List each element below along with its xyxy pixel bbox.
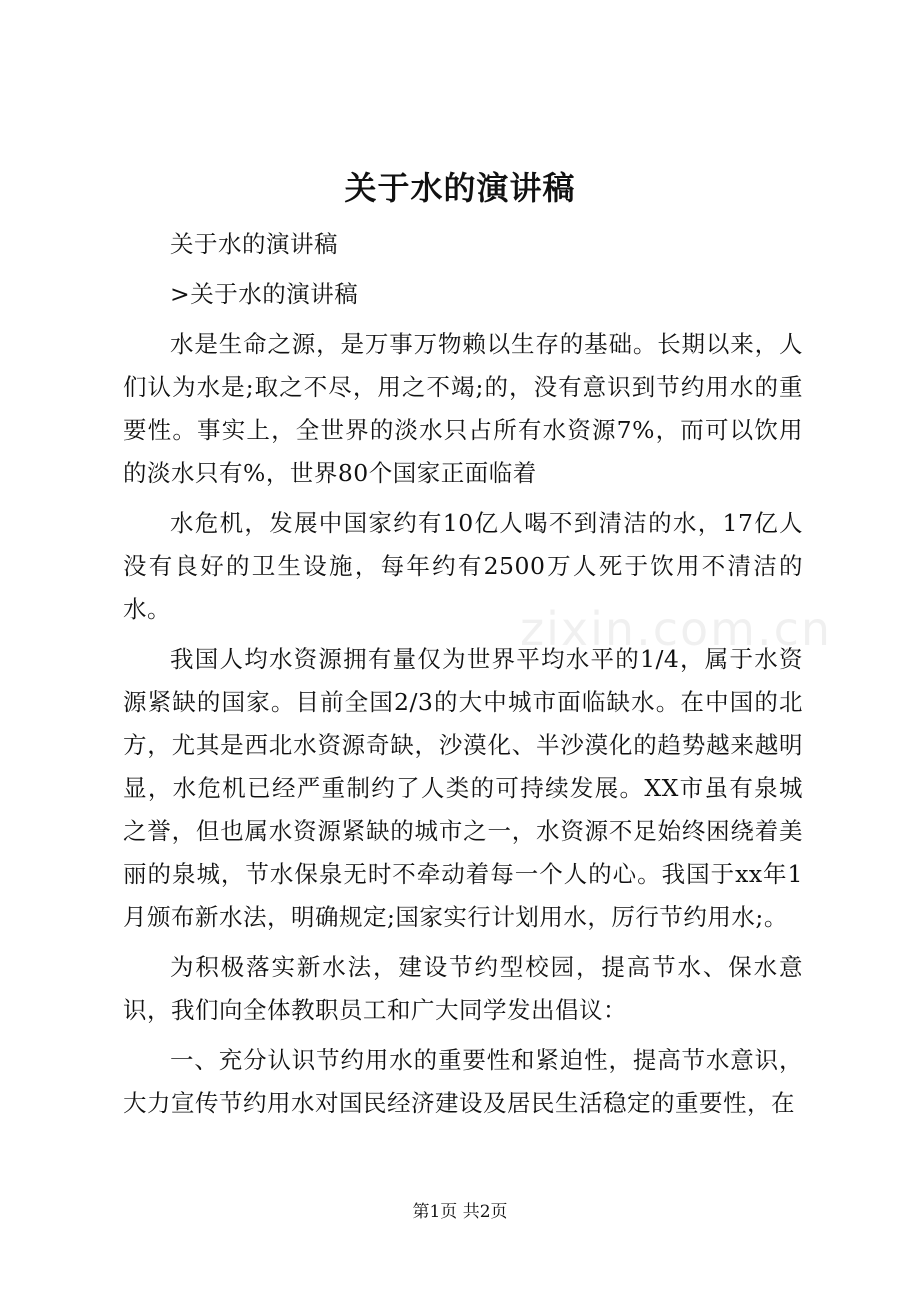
watermark: zixin.com.cn <box>520 602 833 656</box>
paragraph-subtitle-link: >关于水的演讲稿 <box>170 280 359 308</box>
paragraph: 我国人均水资源拥有量仅为世界平均水平的1/4，属于水资源紧缺的国家。目前全国2/3的大中城市面临缺水。在中国的北方，尤其是西北水资源奇缺，沙漠化、半沙漠化的趋势越来越明显，水危机已经严重制约了人类的可持续发展。XX市虽有泉城之誉，但也属水资源紧缺的城市之一，水资源不足始终困绕着美丽的泉城，节水保泉无时不牵动着每一个人的心。我国于xx年1月颁布新水法，明确规定;国家实行计划用水，厉行节约用水;。 <box>123 645 803 931</box>
page-footer: 第1页 共2页 <box>412 1202 508 1222</box>
paragraph: 水危机，发展中国家约有10亿人喝不到清洁的水，17亿人没有良好的卫生设施，每年约有2500万人死于饮用不清洁的水。 <box>123 509 803 623</box>
paragraph: 一、充分认识节约用水的重要性和紧迫性，提高节水意识，大力宣传节约用水对国民经济建设及居民生活稳定的重要性，在 <box>123 1046 803 1117</box>
paragraph-subtitle: 关于水的演讲稿 <box>170 230 338 258</box>
paragraph: 水是生命之源，是万事万物赖以生存的基础。长期以来，人们认为水是;取之不尽，用之不竭;的，没有意识到节约用水的重要性。事实上，全世界的淡水只占所有水资源7%，而可以饮用的淡水只有%，世界80个国家正面临着 <box>123 330 803 487</box>
document-body <box>123 216 803 1125</box>
paragraph: 为积极落实新水法，建设节约型校园，提高节水、保水意识，我们向全体教职员工和广大同学发出倡议： <box>123 953 803 1024</box>
document-title: 关于水的演讲稿 <box>344 169 576 207</box>
